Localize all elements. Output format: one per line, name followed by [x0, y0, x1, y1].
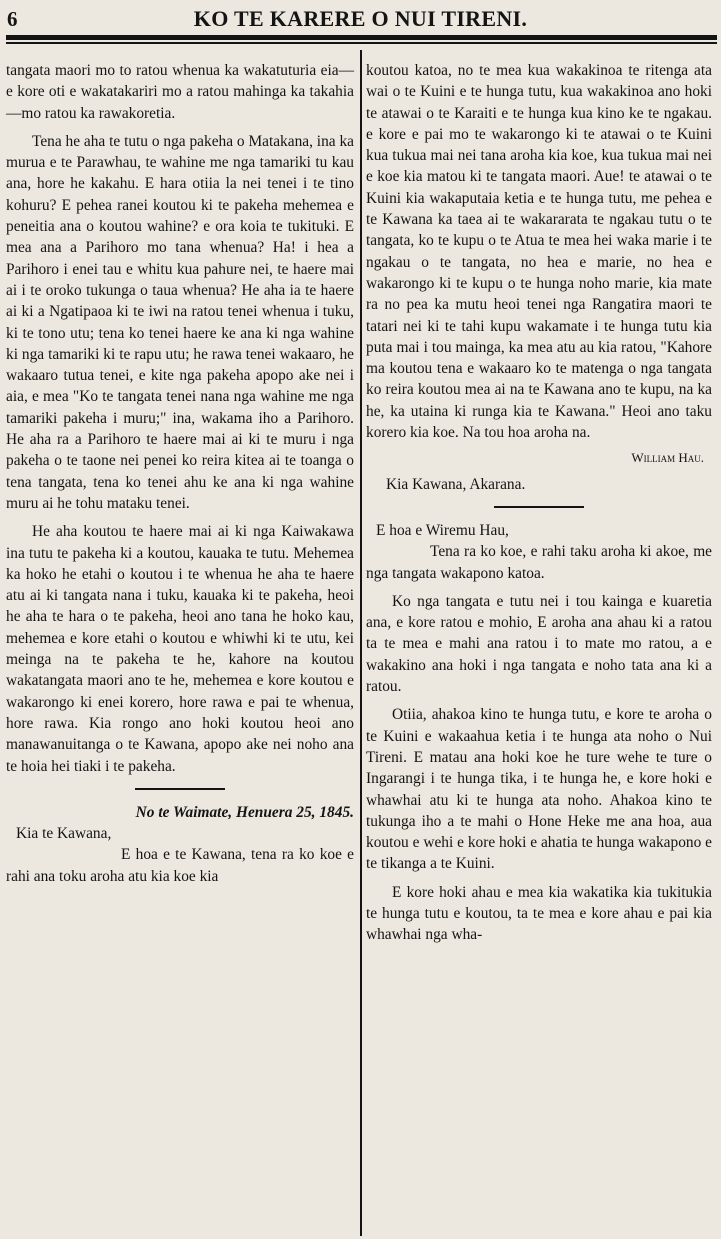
reply-greeting: E hoa e Wiremu Hau, — [376, 521, 509, 539]
letter-greeting: Kia te Kawana, — [16, 825, 112, 843]
right-paragraph-1: koutou katoa, no te mea kua wakakinoa te ritenga ata wai o te Kuini e te hunga tutu, kua wakakinoa ano hoki te atawai o te Karaiti e te hunga kua kino ke te ngakau. e kore e pai mo te wakarongo ki te atawai o te Kuini kua tukua mai nei tana aroha kia koe, kua tukua mai nei e koe kia matou ki te tangata maori. Aue! te atawai o te Kuini kia wakaputaia ketia e te hunga tutu, me pehea e te Kawana ka taea ai te wakararata te ngakau tutu o te tangata, ko te kupu o te Atua te mea hei waka marie i te ngakau o te tangata, no hea e marie, no hea e wakarongo ki te kupu o te hunga noho marie, kia mate ra no pea ka mutu heoi tenei nga Rangatira maori te tatari nei ki te tahi kupu wakamate i te hunga tutu kia puta mai i tou mainga, ka mea atu au kia ratou, "Kahore ma koutou tena e wakaaro ko te matenga o nga tangata ko reira koutou mea ai na te Kawana ano te kupu, na ka he, ka utaina ki runga kia te Kawana." Heoi ano taku korero kia koe. Na tou hoa aroha na. — [366, 62, 712, 442]
letter-dateline: No te Waimate, Henuera 25, 1845. — [135, 803, 354, 821]
left-column — [6, 60, 354, 887]
right-paragraph-3: Ko nga tangata e tutu nei i tou kainga e kuaretia ana, e kore ratou e mohio, E aroha ana ahau ki a ratou ta te mea e mahi ana ratou i to mate mo ratou, a e wakakino ana hoki i nga tangata e noho tata ana ki a ratou. — [366, 592, 712, 696]
right-paragraph-5: E kore hoki ahau e mea kia wakatika kia tukitukia te hunga tutu e koutou, ta te mea e kore ahau e pai kia whawhai nga wha- — [366, 883, 712, 944]
header-rule-thick — [6, 35, 717, 40]
letter-signature: William Hau. — [631, 450, 704, 466]
letter-address: Kia Kawana, Akarana. — [386, 475, 526, 493]
left-paragraph-3: He aha koutou te haere mai ai ki nga Kaiwakawa ina tutu te pakeha ki a koutou, kauaka te tutu. Mehemea ka hoko he etahi o koutou i te whenua he aha te haere atu ai ki tangata nana i tuku, kauaka ki te pakeha, heoi he aha te hara o te pakeha, heoi ano tana he hoko kau, mehemea e kore etahi o koutou e whiwhi ki te utu, kei meinga na te pakeha te he, kahore na koutou wakatangata maori ano te he, mehemea e kore koutou e wakarongo ki enei korero, hore rawa e pai te whenua, hore rawa. Kia rongo ano hoki koutou heoi ano manawanuitanga o te Kawana, apopo ake nei noho ana te hoia hei tiaki i te pakeha. — [6, 523, 354, 775]
left-paragraph-4: E hoa e te Kawana, tena ra ko koe e rahi ana toku aroha atu kia koe kia — [6, 846, 354, 885]
page-number: 6 — [7, 7, 18, 31]
header-rule-thin — [6, 42, 717, 44]
right-paragraph-4: Otiia, ahakoa kino te hunga tutu, e kore te aroha o te Kuini e wakaahua ketia i te hunga ata noho o Nui Tireni. E matau ana hoki koe he ture wehe te ture o Ingarangi i te hunga tika, i te hunga he, e kore hoki e whawhai atu ki te hunga ata noho. Ahakoa kino te tukunga iho a te mahi o Hone Heke me ana hoa, aua koutou e wehi e kore hoki e ahatia te hunga wakapono e te tikanga a te Kuini. — [366, 706, 712, 873]
right-paragraph-2: Tena ra ko koe, e rahi taku aroha ki akoe, me nga tangata wakapono katoa. — [366, 543, 712, 582]
left-paragraph-1: tangata maori mo to ratou whenua ka wakatuturia eia—e kore oti e wakatakariri mo a ratou mahinga ka takahia—mo ratou ka rawakoretia. — [6, 62, 354, 122]
left-paragraph-2: Tena he aha te tutu o nga pakeha o Matakana, ina ka murua e te Parawhau, te wahine me nga tamariki tu kau ana, hore he kakahu. E hara otiia la nei tenei i te tino kohuru? E pehea ranei koutou ki te pakeha mehemea e peneitia ana o koutou wahine? e ora koia te tukituki. E mea ana a Parihoro mo tana whenua? Ha! i hea a Parihoro i enei tau e whitu kua pahure nei, te haere mai ai i te oroko tukunga o taua whenua? He aha ia te haere ai ki a Ngatipaoa ki te iwi na ratou tenei whenua i tuku, ki te tono utu; tena ko tenei haere ke ana ki nga wahine ki nga tamariki ki te rapu utu; he rawa tenei wakaaro, he wakaaro tutua tenei, e kite nga pakeha apopo ake nei i aia, e mea "Ko te tangata tenei nana nga wahine me nga tamariki pakeha i muru;" ina, wakama iho a Parihoro. He aha ra a Parihoro te haere mai ai ki te muru i nga pakeha o te taone nei penei ko reira kitea ai te toanga o tena tangata, tena ko tenei ahu ke ana ki nga wahine muru ai he tohu mataku tenei. — [6, 132, 354, 512]
newspaper-title: KO TE KARERE O NUI TIRENI. — [193, 6, 528, 31]
section-separator — [135, 788, 225, 790]
column-divider — [360, 50, 362, 1236]
page-header — [0, 0, 721, 40]
section-separator — [494, 506, 584, 508]
right-column — [366, 60, 712, 946]
